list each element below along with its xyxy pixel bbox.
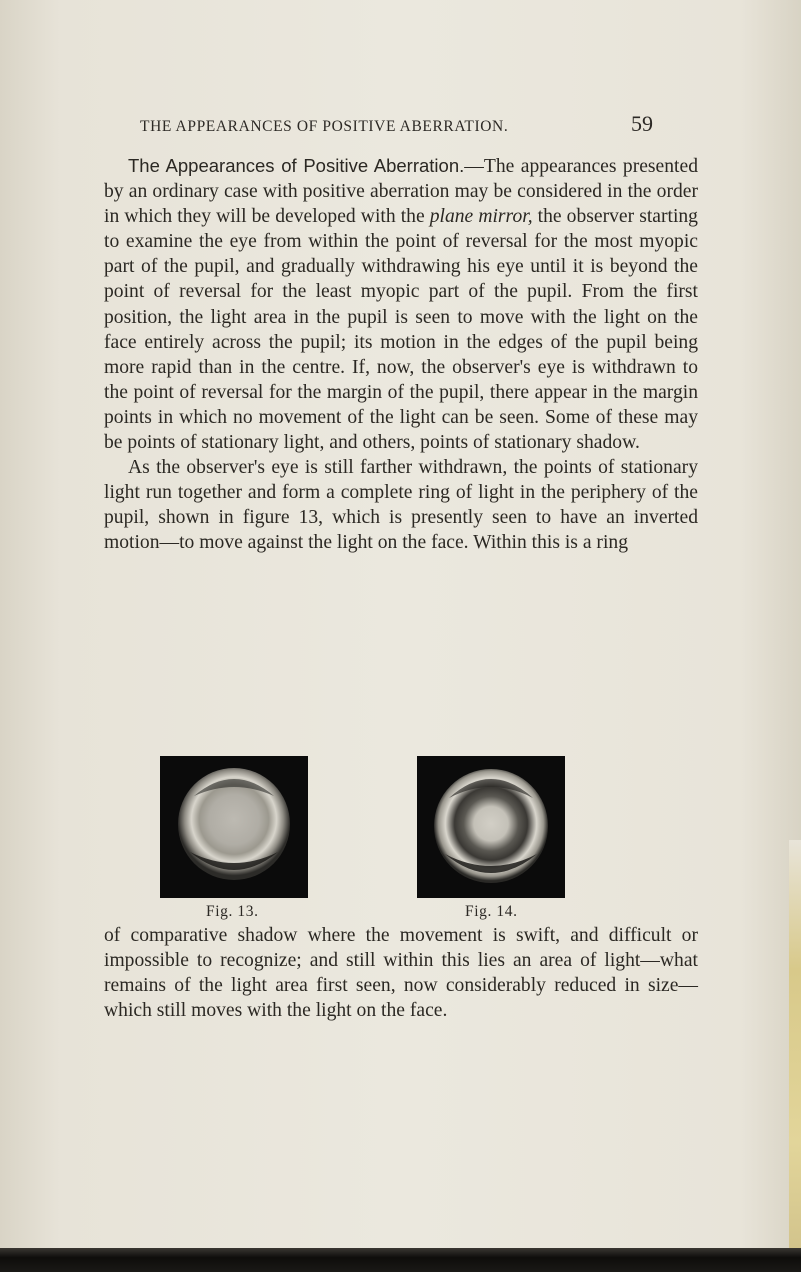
page-bottom-edge bbox=[0, 1248, 801, 1272]
figure-13-image bbox=[160, 756, 308, 898]
paragraph-2: As the observer's eye is still farther withdrawn, the points of stationary light run together and form a complete ring of light in the periphery of the pupil, shown in figure 13, which is presently seen to have an inverted motion—to move against the light on the face. Within this is a ring bbox=[104, 457, 698, 554]
paragraph-1-text-b: the observer starting to examine the eye from within the point of reversal for the most myopic part of the pupil, and gradually withdrawing his eye until it is beyond the point of reversal for the least myopic part of the pupil. From the first position, the light area in the pupil is seen to move with the light on the face entirely across the pupil; its motion in the edges of the pupil being more rapid than in the centre. If, now, the observer's eye is withdrawn to the point of reversal for the margin of the pupil, there appear in the margin points in which no movement of the light can be seen. Some of these may be points of stationary light, and others, points of stationary shadow. bbox=[104, 206, 698, 454]
paragraph-1-italic: plane mirror, bbox=[429, 206, 533, 228]
page-number: 59 bbox=[631, 111, 653, 136]
paragraph-1 bbox=[104, 153, 698, 455]
figure-14-image bbox=[417, 756, 565, 898]
continued-text bbox=[104, 923, 698, 1023]
running-title: THE APPEARANCES OF POSITIVE ABERRATION. bbox=[140, 118, 509, 135]
page-edge bbox=[789, 840, 801, 1272]
paragraph-3: of comparative shadow where the movement is swift, and difficult or impossible to recognize; and still within this lies an area of light—what remains of the light area first seen, now considerably reduced in size—which still moves with the light on the face. bbox=[104, 925, 698, 1022]
figure-13-caption: Fig. 13. bbox=[206, 903, 259, 920]
figure-14-caption: Fig. 14. bbox=[465, 903, 518, 920]
main-text bbox=[104, 153, 698, 556]
paragraph-1-text-a: —The appearances presented by an ordinary case with positive aberration may be considered in the order in which they will be developed with the bbox=[104, 156, 698, 228]
section-heading: The Appearances of Positive Aberration. bbox=[128, 155, 465, 176]
